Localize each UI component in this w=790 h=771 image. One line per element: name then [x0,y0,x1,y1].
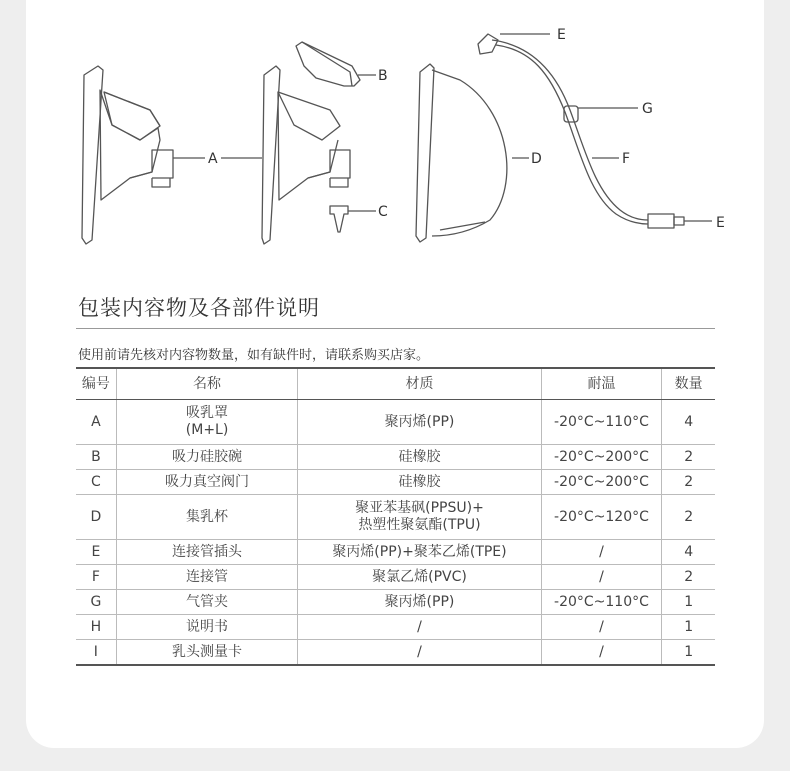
cell-material-line: / [417,643,422,660]
cell-material [298,445,541,470]
tubing-illustration [478,34,684,228]
cell-code: D [76,495,116,540]
label-e-bottom: E [716,215,725,231]
header-material: 材质 [298,368,541,400]
table-row [76,590,715,615]
cell-temp: -20°C~200°C [541,445,662,470]
part-a-shield-illustration [82,66,173,244]
cell-name-line: 吸力硅胶碗 [172,448,243,465]
cell-name-line: 连接管 [186,568,229,585]
part-a-with-bc-illustration [262,66,350,244]
cell-name-line: 乳头测量卡 [172,643,243,660]
cell-name [116,445,298,470]
cell-code: F [76,565,116,590]
cell-code: G [76,590,116,615]
cell-material [298,590,541,615]
label-b: B [378,68,388,84]
cell-qty: 1 [662,590,715,615]
table-header-row [76,368,715,400]
cell-qty: 2 [662,445,715,470]
cell-name-line: (M+L) [185,422,229,438]
cell-name [116,615,298,640]
cell-material [298,400,541,445]
cell-material [298,565,541,590]
cell-temp: / [541,565,662,590]
table-row [76,565,715,590]
cell-name-line: 说明书 [186,618,229,635]
cell-material [298,615,541,640]
label-f: F [622,151,631,167]
cell-name [116,470,298,495]
cell-qty: 2 [662,470,715,495]
intro-text: 使用前请先核对内容物数量，如有缺件时，请联系购买店家。 [78,348,430,363]
cell-material [298,495,541,540]
cell-name [116,540,298,565]
label-d: D [531,151,542,167]
cell-qty: 1 [662,640,715,666]
header-temp: 耐温 [541,368,662,400]
label-a: A [208,151,218,167]
cell-name [116,400,298,445]
part-d-cup-illustration [416,64,507,242]
cell-temp: -20°C~110°C [541,590,662,615]
cell-qty: 2 [662,495,715,540]
cell-qty: 2 [662,565,715,590]
cell-temp: -20°C~110°C [541,400,662,445]
cell-material-line: 聚丙烯(PP)+聚苯乙烯(TPE) [332,543,507,560]
section-divider [76,328,715,329]
cell-code: I [76,640,116,666]
cell-material-line: 硅橡胶 [398,473,441,490]
label-c: C [378,204,388,220]
cell-temp: / [541,540,662,565]
table-row [76,445,715,470]
cell-code: C [76,470,116,495]
cell-temp: -20°C~200°C [541,470,662,495]
cell-material-line: / [417,618,422,635]
cell-qty: 4 [662,400,715,445]
cell-material-line: 硅橡胶 [398,448,441,465]
table-row [76,640,715,666]
cell-material-line: 聚氯乙烯(PVC) [372,568,467,585]
cell-name-line: 集乳杯 [186,508,229,525]
table-row [76,540,715,565]
cell-material [298,640,541,666]
cell-name-line: 吸乳罩 [186,405,229,421]
cell-code: A [76,400,116,445]
parts-table [76,367,715,666]
cell-qty: 1 [662,615,715,640]
label-e-top: E [557,27,566,43]
header-name: 名称 [116,368,298,400]
cell-name [116,640,298,666]
cell-code: B [76,445,116,470]
cell-code: H [76,615,116,640]
cell-temp: / [541,640,662,666]
cell-material-line: 聚丙烯(PP) [384,593,455,610]
part-b-silicone-bowl-illustration [296,42,360,86]
cell-material-line: 聚丙烯(PP) [384,413,455,430]
header-code: 编号 [76,368,116,400]
cell-material [298,470,541,495]
cell-name-line: 连接管插头 [172,543,243,560]
cell-material [298,540,541,565]
parts-diagram [0,0,790,270]
section-title: 包装内容物及各部件说明 [78,296,320,320]
cell-temp: -20°C~120°C [541,495,662,540]
cell-code: E [76,540,116,565]
cell-name-line: 气管夹 [186,593,229,610]
cell-qty: 4 [662,540,715,565]
label-g: G [642,101,653,117]
part-c-valve-illustration [330,206,348,232]
cell-material-line: 热塑性聚氨酯(TPU) [358,517,481,533]
table-row [76,495,715,540]
cell-name-line: 吸力真空阀门 [165,473,250,490]
cell-material-line: 聚亚苯基砜(PPSU)+ [355,500,484,516]
cell-temp: / [541,615,662,640]
cell-name [116,565,298,590]
cell-name [116,495,298,540]
table-row [76,400,715,445]
header-qty: 数量 [662,368,715,400]
table-row [76,615,715,640]
table-row [76,470,715,495]
cell-name [116,590,298,615]
